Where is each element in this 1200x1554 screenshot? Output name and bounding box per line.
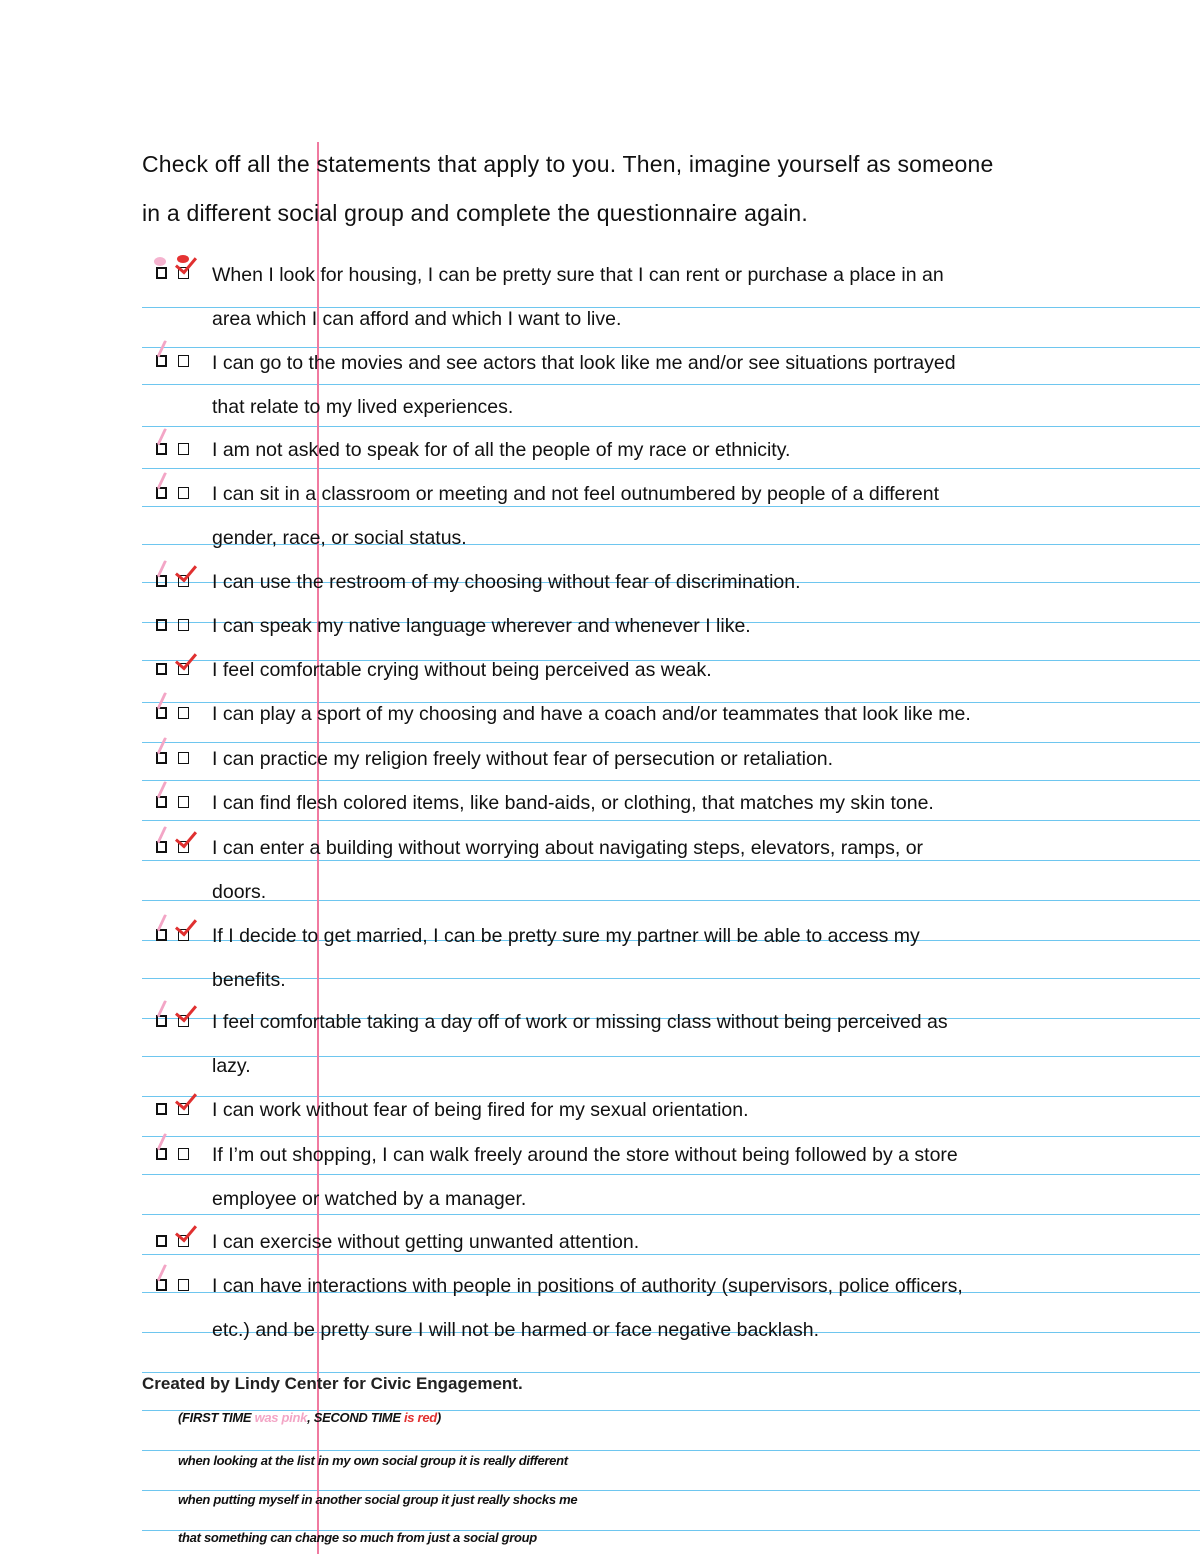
credit-line: Created by Lindy Center for Civic Engagement.: [142, 1374, 523, 1393]
checkbox-pair: [150, 567, 200, 597]
statement-item: [212, 914, 920, 1002]
statement-line: I can have interactions with people in positions of authority (supervisors, police officers,: [212, 1275, 963, 1297]
pink-mark-icon: [154, 257, 166, 266]
pink-check-icon: [157, 781, 173, 801]
statement-line: I can use the restroom of my choosing without fear of discrimination.: [212, 571, 801, 593]
checkbox-pair: [150, 435, 200, 465]
checkbox-pair: [150, 788, 200, 818]
statement-line: I feel comfortable taking a day off of work or missing class without being perceived as: [212, 1011, 948, 1033]
statement-line: I can practice my religion freely without fear of persecution or retaliation.: [212, 748, 834, 770]
checkbox-pair: [150, 699, 200, 729]
handwritten-note-line: when putting myself in another social group it just really shocks me: [178, 1492, 578, 1507]
statement-item: [212, 648, 712, 692]
statement-line: doors.: [212, 881, 267, 903]
legend-second-pass: is red: [404, 1410, 437, 1425]
legend-open: (FIRST TIME: [178, 1410, 252, 1425]
statement-item: [212, 1264, 963, 1352]
instructions: [142, 140, 1122, 238]
ruled-line: [142, 1372, 1200, 1373]
ruled-line: [142, 1450, 1200, 1451]
statement-line: I can enter a building without worrying about navigating steps, elevators, ramps, or: [212, 837, 924, 859]
handwritten-legend: [178, 1410, 441, 1425]
statement-line: I can play a sport of my choosing and have a coach and/or teammates that look like me.: [212, 703, 971, 725]
statement-line: I can speak my native language wherever and whenever I like.: [212, 615, 751, 637]
second-pass-checkbox[interactable]: [178, 355, 189, 367]
instructions-line-2: in a different social group and complete the questionnaire again.: [142, 200, 808, 226]
checkbox-pair: [150, 347, 200, 377]
statement-item: [212, 1000, 948, 1088]
statement-line: I can exercise without getting unwanted attention.: [212, 1231, 640, 1253]
statement-line: If I’m out shopping, I can walk freely around the store without being followed by a store: [212, 1144, 958, 1166]
legend-close: ): [436, 1410, 441, 1425]
second-pass-checkbox[interactable]: [178, 619, 189, 631]
instructions-line-1: Check off all the statements that apply to you. Then, imagine yourself as someone: [142, 151, 994, 177]
pink-check-icon: [157, 914, 173, 934]
second-pass-checkbox[interactable]: [178, 707, 189, 719]
statement-item: [212, 604, 751, 648]
first-pass-checkbox[interactable]: [156, 1235, 167, 1247]
statement-line: area which I can afford and which I want to live.: [212, 308, 622, 330]
statement-item: [212, 1133, 958, 1221]
statement-item: [212, 560, 801, 604]
first-pass-checkbox[interactable]: [156, 663, 167, 675]
statement-line: I am not asked to speak for of all the people of my race or ethnicity.: [212, 439, 791, 461]
checkbox-pair: [150, 1271, 200, 1301]
statement-item: [212, 341, 956, 429]
second-pass-checkbox[interactable]: [178, 796, 189, 808]
statement-item: [212, 826, 923, 914]
checkbox-pair: [150, 833, 200, 863]
handwritten-note-line: that something can change so much from just a social group: [178, 1530, 537, 1545]
checkbox-pair: [150, 921, 200, 951]
first-pass-checkbox[interactable]: [156, 619, 167, 631]
legend-mid: , SECOND TIME: [307, 1410, 401, 1425]
second-pass-checkbox[interactable]: [178, 752, 189, 764]
pink-check-icon: [157, 428, 173, 448]
checkbox-pair: [150, 479, 200, 509]
statement-item: [212, 1088, 749, 1132]
statement-item: [212, 428, 790, 472]
pink-check-icon: [157, 737, 173, 757]
statement-line: that relate to my lived experiences.: [212, 396, 514, 418]
pink-check-icon: [157, 826, 173, 846]
checkbox-pair: [150, 655, 200, 685]
checkbox-pair: [150, 259, 200, 289]
legend-first-pass: was pink: [254, 1410, 308, 1425]
statement-line: I feel comfortable crying without being perceived as weak.: [212, 659, 712, 681]
statement-line: gender, race, or social status.: [212, 527, 467, 549]
statement-line: etc.) and be pretty sure I will not be harmed or face negative backlash.: [212, 1319, 819, 1341]
pink-check-icon: [157, 560, 173, 580]
statement-line: I can go to the movies and see actors that look like me and/or see situations portrayed: [212, 352, 956, 374]
statement-line: I can find flesh colored items, like band-aids, or clothing, that matches my skin tone.: [212, 792, 934, 814]
checkbox-pair: [150, 611, 200, 641]
checkbox-pair: [150, 1095, 200, 1125]
second-pass-checkbox[interactable]: [178, 1148, 189, 1160]
statement-item: [212, 737, 833, 781]
statement-line: When I look for housing, I can be pretty sure that I can rent or purchase a place in an: [212, 264, 944, 286]
statement-line: If I decide to get married, I can be pretty sure my partner will be able to access my: [212, 925, 920, 947]
statement-line: I can sit in a classroom or meeting and not feel outnumbered by people of a different: [212, 483, 939, 505]
checkbox-pair: [150, 1227, 200, 1257]
statement-line: benefits.: [212, 969, 286, 991]
checkbox-pair: [150, 1007, 200, 1037]
statement-item: [212, 253, 944, 341]
first-pass-checkbox[interactable]: [156, 267, 167, 279]
pink-check-icon: [157, 692, 173, 712]
statement-line: I can work without fear of being fired for my sexual orientation.: [212, 1099, 749, 1121]
pink-check-icon: [157, 340, 173, 360]
checkbox-pair: [150, 1140, 200, 1170]
statement-item: [212, 472, 939, 560]
pink-check-icon: [157, 1000, 173, 1020]
checkbox-pair: [150, 744, 200, 774]
first-pass-checkbox[interactable]: [156, 1103, 167, 1115]
second-pass-checkbox[interactable]: [178, 443, 189, 455]
ruled-line: [142, 1490, 1200, 1491]
second-pass-checkbox[interactable]: [178, 1279, 189, 1291]
pink-check-icon: [157, 472, 173, 492]
pink-check-icon: [157, 1264, 173, 1284]
statement-line: lazy.: [212, 1055, 251, 1077]
statement-item: [212, 781, 934, 825]
statement-item: [212, 1220, 639, 1264]
second-pass-checkbox[interactable]: [178, 487, 189, 499]
handwritten-note-line: when looking at the list in my own social group it is really different: [178, 1453, 568, 1468]
statement-line: employee or watched by a manager.: [212, 1188, 527, 1210]
statement-item: [212, 692, 971, 736]
